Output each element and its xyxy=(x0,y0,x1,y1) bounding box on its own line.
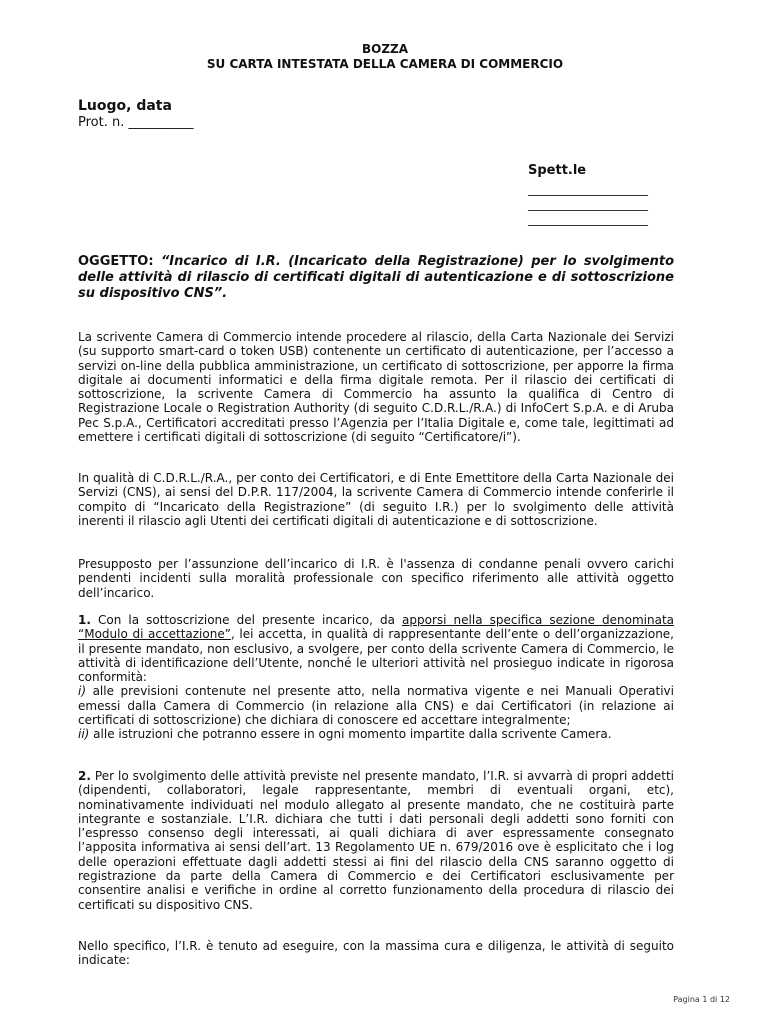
recipient-line: ____________________ xyxy=(528,197,648,211)
place-date: Luogo, data xyxy=(78,98,172,114)
paragraph-cdrl: In qualità di C.D.R.L./R.A., per conto dei Certificatori, e di Ente Emettitore della Carta Nazionale dei Servizi (CNS), ai sensi del D.P.R. 117/2004, la scrivente Camera di Commercio intende conferirle il compito di “Incaricato della Registrazione” (di seguito I.R.) per lo svolgimento delle attività inerenti il rilascio agli Utenti dei certificati digitali di autenticazione e di sottoscrizione. xyxy=(78,471,674,528)
paragraph-2-text: Per lo svolgimento delle attività previste nel presente mandato, l’I.R. si avvarrà di propri addetti (dipendenti, collaboratori, legale rappresentante, membri di eventuali organi, etc), nominativamente individuati nel modulo allegato al presente mandato, che ne costituirà parte integrante e sostanziale. L’I.R. dichiara che tutti i dati personali degli addetti sono forniti con l’espresso consenso degli interessati, ai quali dichiara di aver espressamente consegnato l’apposita informativa ai sensi dell’art. 13 Regolamento UE n. 679/2016 ove è esplicitato che i log delle operazioni effettuate dagli addetti stessi ai fini del rilascio della CNS saranno oggetto di registrazione da parte della Camera di Commercio e dei Certificatori esclusivamente per consentire analisi e verifiche in ordine al corretto funzionamento della procedura di rilascio dei certificati su dispositivo CNS. xyxy=(78,769,674,912)
recipient-label: Spett.le xyxy=(528,163,587,178)
recipient-line: ____________________ xyxy=(528,182,648,196)
subject xyxy=(78,254,674,302)
page-number: Pagina 1 di 12 xyxy=(673,995,730,1004)
item-ii-text: alle istruzioni che potranno essere in ogni momento impartite dalla scrivente Camera. xyxy=(89,727,612,742)
paragraph-1-text-a: Con la sottoscrizione del presente incarico, da xyxy=(90,613,403,627)
header-subtitle: SU CARTA INTESTATA DELLA CAMERA DI COMMERCIO xyxy=(206,57,564,71)
paragraph-1-underlined: apporsi nella specifica sezione denominata “Modulo di accettazione” xyxy=(78,613,674,642)
paragraph-1-number: 1. xyxy=(78,613,91,627)
paragraph-2 xyxy=(78,769,674,912)
recipient-line: ____________________ xyxy=(528,212,648,226)
item-i-text: alle previsioni contenute nel presente atto, nella normativa vigente e nei Manuali Operativi emessi dalla Camera di Commercio (in relazione alla CNS) e dai Certificatori (in relazione ai certificati di sottoscrizione) che dichiara di conoscere ed accettare integralmente; xyxy=(78,684,674,728)
protocol-number: Prot. n. __________ xyxy=(78,115,194,130)
header-title: BOZZA xyxy=(361,42,409,56)
paragraph-1-text-b: , lei accetta, in qualità di rappresentante dell’ente o dell’organizzazione, il presente mandato, non esclusivo, a svolgere, per conto della scrivente Camera di Commercio, le attività di identificazione dell’Utente, nonché le ulteriori attività nel prosieguo indicate in rigorosa conformità: xyxy=(78,627,674,685)
paragraph-intro: La scrivente Camera di Commercio intende procedere al rilascio, della Carta Nazionale dei Servizi (su supporto smart-card o token USB) contenente un certificato di autenticazione, per l’accesso a servizi on-line della pubblica amministrazione, un certificato di sottoscrizione, per apporre la firma digitale ai documenti informatici e della firma digitale remota. Per il rilascio dei certificati di sottoscrizione, la scrivente Camera di Commercio ha assunto la qualifica di Centro di Registrazione Locale o Registration Authority (di seguito C.D.R.L./R.A.) di InfoCert S.p.A. e di Aruba Pec S.p.A., Certificatori accreditati presso l’Agenzia per l’Italia Digitale e, come tale, legittimati ad emettere i certificati digitali di sottoscrizione (di seguito “Certificatore/i”). xyxy=(78,330,674,445)
paragraph-2-number: 2. xyxy=(78,769,91,783)
subject-text: “Incarico di I.R. (Incaricato della Registrazione) per lo svolgimento delle attività di rilascio di certificati digitali di autenticazione e di sottoscrizione su dispositivo CNS”. xyxy=(78,254,674,301)
paragraph-1 xyxy=(78,613,674,742)
paragraph-presupposto: Presupposto per l’assunzione dell’incarico di I.R. è l'assenza di condanne penali ovvero carichi pendenti incidenti sulla moralità professionale con specifico riferimento alle attività oggetto dell’incarico. xyxy=(78,557,674,600)
subject-label: OGGETTO: xyxy=(78,254,154,269)
item-ii-label: ii) xyxy=(78,727,90,742)
paragraph-specifico: Nello specifico, l’I.R. è tenuto ad eseguire, con la massima cura e diligenza, le attività di seguito indicate: xyxy=(78,939,674,968)
item-i-label: i) xyxy=(78,684,87,699)
